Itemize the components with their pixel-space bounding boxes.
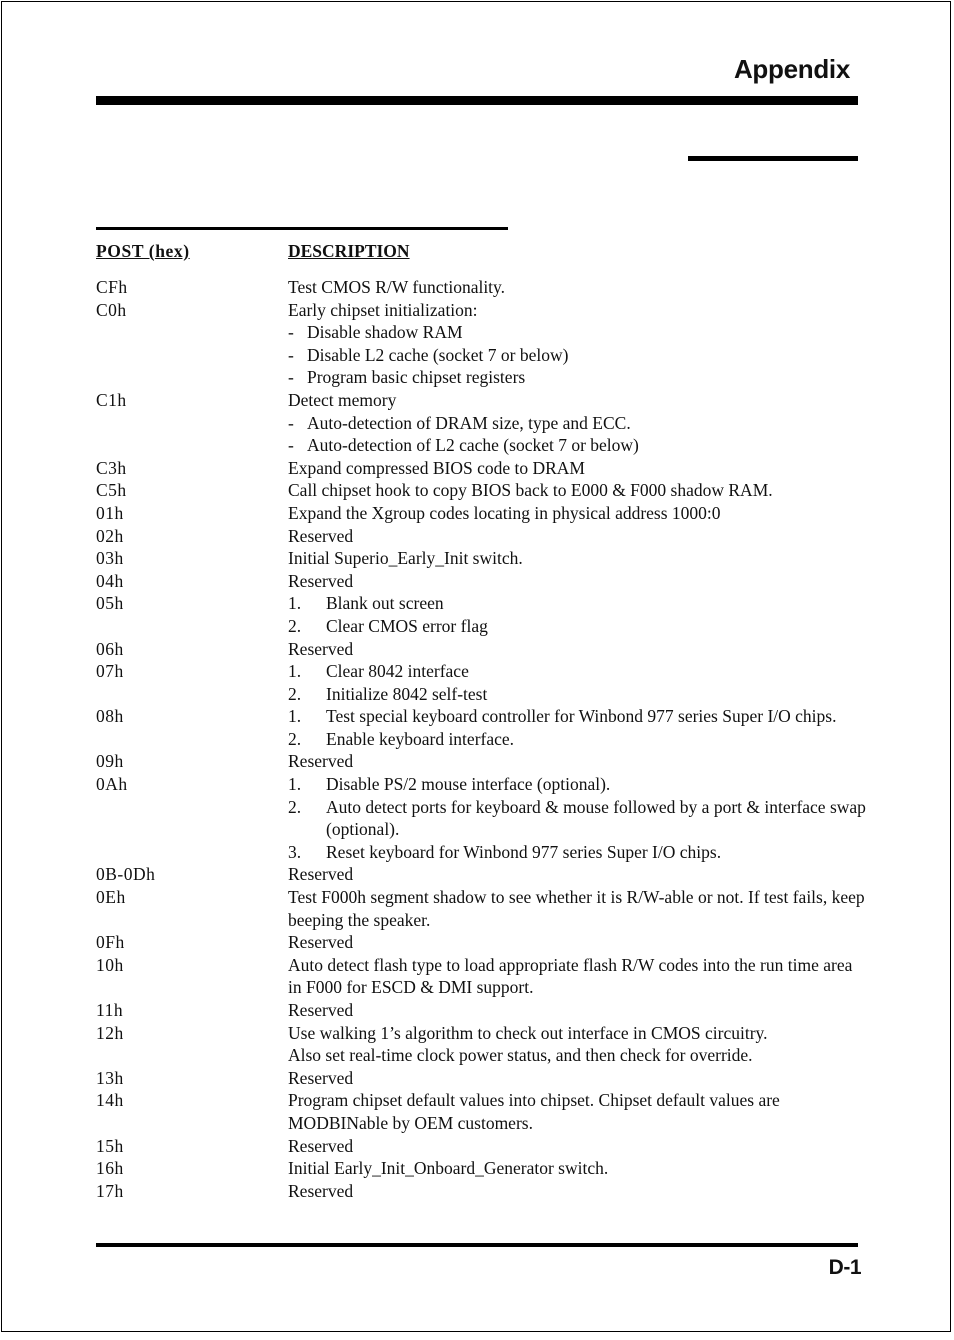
dash-item-text: Program basic chipset registers (307, 367, 526, 388)
post-description (288, 299, 866, 389)
post-code: 17h (96, 1180, 124, 1201)
post-description (288, 525, 866, 548)
numbered-item-marker: 2. (288, 683, 302, 704)
numbered-item-marker: 1. (288, 706, 302, 727)
dash-marker: - (288, 435, 294, 456)
description-line: Reserved (288, 932, 354, 953)
numbered-item-marker: 1. (288, 661, 302, 682)
post-description (288, 750, 866, 773)
post-description (288, 1089, 866, 1134)
table-row (96, 1067, 866, 1090)
table-row (96, 1089, 866, 1134)
description-line: Reserved (288, 864, 354, 885)
footer-rule (96, 1243, 858, 1247)
post-code: 01h (96, 502, 124, 523)
post-description (288, 1022, 866, 1067)
post-code: 12h (96, 1022, 124, 1043)
post-code: 0Fh (96, 932, 125, 953)
dash-item-text: Disable L2 cache (socket 7 or below) (307, 344, 569, 365)
post-description (288, 705, 866, 750)
numbered-item-marker: 3. (288, 841, 302, 862)
table-row (96, 457, 866, 480)
post-description (288, 999, 866, 1022)
post-code: 04h (96, 570, 124, 591)
post-description (288, 886, 866, 931)
post-description (288, 954, 866, 999)
post-description (288, 773, 866, 863)
table-row (96, 954, 866, 999)
numbered-item-text: Clear 8042 interface (326, 661, 469, 682)
description-line: Test F000h segment shadow to see whether it is R/W-able or not. If test fails, keep beeping the speaker. (288, 887, 865, 930)
post-description (288, 1067, 866, 1090)
description-line: Initial Early_Init_Onboard_Generator switch. (288, 1158, 609, 1179)
page-number: D-1 (828, 1256, 861, 1279)
post-code: 10h (96, 954, 124, 975)
post-code: 15h (96, 1135, 124, 1156)
numbered-item (288, 796, 866, 841)
post-description (288, 457, 866, 480)
post-code: 08h (96, 706, 124, 727)
post-description (288, 592, 866, 637)
post-code: 0Ah (96, 774, 128, 795)
post-description (288, 638, 866, 661)
dash-marker: - (288, 344, 294, 365)
post-description (288, 660, 866, 705)
table-row (96, 705, 866, 750)
table-top-rule (96, 227, 508, 230)
numbered-item (288, 773, 866, 796)
table-row (96, 750, 866, 773)
post-code: 14h (96, 1090, 124, 1111)
table-row (96, 502, 866, 525)
numbered-item (288, 683, 866, 706)
post-code: 02h (96, 525, 124, 546)
dash-item-text: Disable shadow RAM (307, 322, 463, 343)
dash-item (288, 434, 866, 457)
post-description (288, 1135, 866, 1158)
description-line: Call chipset hook to copy BIOS back to E000 & F000 shadow RAM. (288, 480, 773, 501)
numbered-item (288, 705, 866, 728)
numbered-item-marker: 1. (288, 774, 302, 795)
table-row (96, 886, 866, 931)
description-line: Reserved (288, 525, 354, 546)
post-code: 13h (96, 1067, 124, 1088)
numbered-item-text: Initialize 8042 self-test (326, 683, 488, 704)
post-code: 07h (96, 661, 124, 682)
dash-marker: - (288, 367, 294, 388)
post-code: 09h (96, 751, 124, 772)
table-row (96, 773, 866, 863)
table-row (96, 931, 866, 954)
post-description (288, 389, 866, 457)
table-row (96, 570, 866, 593)
post-code: 06h (96, 638, 124, 659)
description-line: Reserved (288, 638, 354, 659)
header-rule (96, 96, 858, 105)
description-line: Reserved (288, 751, 354, 772)
table-row (96, 1135, 866, 1158)
dash-item (288, 321, 866, 344)
post-description (288, 931, 866, 954)
table-row (96, 638, 866, 661)
post-description (288, 479, 866, 502)
description-line: Program chipset default values into chipset. Chipset default values are MODBINable by OEM customers. (288, 1090, 780, 1133)
description-line: Reserved (288, 1180, 354, 1201)
post-description (288, 1157, 866, 1180)
post-description (288, 1180, 866, 1203)
table-row (96, 479, 866, 502)
table-row (96, 1180, 866, 1203)
description-line: Reserved (288, 570, 354, 591)
dash-marker: - (288, 412, 294, 433)
numbered-item-text: Test special keyboard controller for Winbond 977 series Super I/O chips. (326, 706, 837, 727)
table-row (96, 547, 866, 570)
table-row (96, 1022, 866, 1067)
post-code: 16h (96, 1158, 124, 1179)
post-description (288, 570, 866, 593)
column-header-post: POST (hex) (96, 241, 190, 261)
numbered-item-text: Enable keyboard interface. (326, 728, 515, 749)
post-code: 0Eh (96, 887, 126, 908)
description-line: Reserved (288, 1135, 354, 1156)
description-line: Expand compressed BIOS code to DRAM (288, 457, 585, 478)
post-code: 11h (96, 1000, 124, 1020)
description-line: Auto detect flash type to load appropriate flash R/W codes into the run time area in F000 for ESCD & DMI support. (288, 954, 853, 998)
post-code: C3h (96, 457, 127, 478)
page-header-title: Appendix (733, 54, 850, 84)
description-line: Early chipset initialization: (288, 299, 478, 320)
description-line: Reserved (288, 1000, 354, 1020)
dash-marker: - (288, 322, 294, 343)
table-row (96, 592, 866, 637)
post-code: 0B-0Dh (96, 864, 156, 885)
numbered-item-marker: 2. (288, 615, 302, 636)
table-row (96, 999, 866, 1022)
numbered-item (288, 660, 866, 683)
numbered-item (288, 728, 866, 751)
description-line: Expand the Xgroup codes locating in physical address 1000:0 (288, 502, 721, 523)
description-line: Reserved (288, 1067, 354, 1088)
post-description (288, 547, 866, 570)
numbered-item-text: Reset keyboard for Winbond 977 series Super I/O chips. (326, 841, 722, 862)
numbered-item-text: Disable PS/2 mouse interface (optional). (326, 774, 611, 795)
table-row (96, 299, 866, 389)
description-line: Use walking 1’s algorithm to check out interface in CMOS circuitry. (288, 1022, 768, 1043)
dash-item-text: Auto-detection of DRAM size, type and ECC. (307, 412, 631, 433)
dash-item (288, 366, 866, 389)
section-rule-right (688, 156, 858, 161)
numbered-item-marker: 2. (288, 796, 302, 817)
post-code: 03h (96, 548, 124, 569)
numbered-item-marker: 1. (288, 593, 302, 614)
description-line: Also set real-time clock power status, and then check for override. (288, 1045, 753, 1066)
numbered-item-text: Auto detect ports for keyboard & mouse followed by a port & interface swap (optional). (326, 796, 866, 840)
post-description (288, 863, 866, 886)
numbered-item-text: Clear CMOS error flag (326, 615, 488, 636)
numbered-item-marker: 2. (288, 728, 302, 749)
table-row (96, 863, 866, 886)
post-code: 05h (96, 593, 124, 614)
dash-item (288, 344, 866, 367)
description-line: Test CMOS R/W functionality. (288, 277, 506, 297)
dash-item (288, 412, 866, 435)
post-code: CFh (96, 277, 128, 297)
post-description (288, 276, 866, 299)
dash-item-text: Auto-detection of L2 cache (socket 7 or below) (307, 435, 639, 456)
description-line: Detect memory (288, 389, 397, 410)
table-row (96, 1157, 866, 1180)
numbered-item (288, 841, 866, 864)
table-row (96, 276, 866, 299)
post-code: C1h (96, 389, 127, 410)
post-description (288, 502, 866, 525)
table-row (96, 660, 866, 705)
table-row (96, 389, 866, 457)
post-code: C0h (96, 299, 127, 320)
table-row (96, 525, 866, 548)
post-code-table (96, 276, 866, 1202)
numbered-item (288, 592, 866, 615)
numbered-item (288, 615, 866, 638)
column-header-description: DESCRIPTION (288, 241, 410, 261)
numbered-item-text: Blank out screen (326, 593, 444, 614)
description-line: Initial Superio_Early_Init switch. (288, 548, 523, 569)
post-code: C5h (96, 480, 127, 501)
